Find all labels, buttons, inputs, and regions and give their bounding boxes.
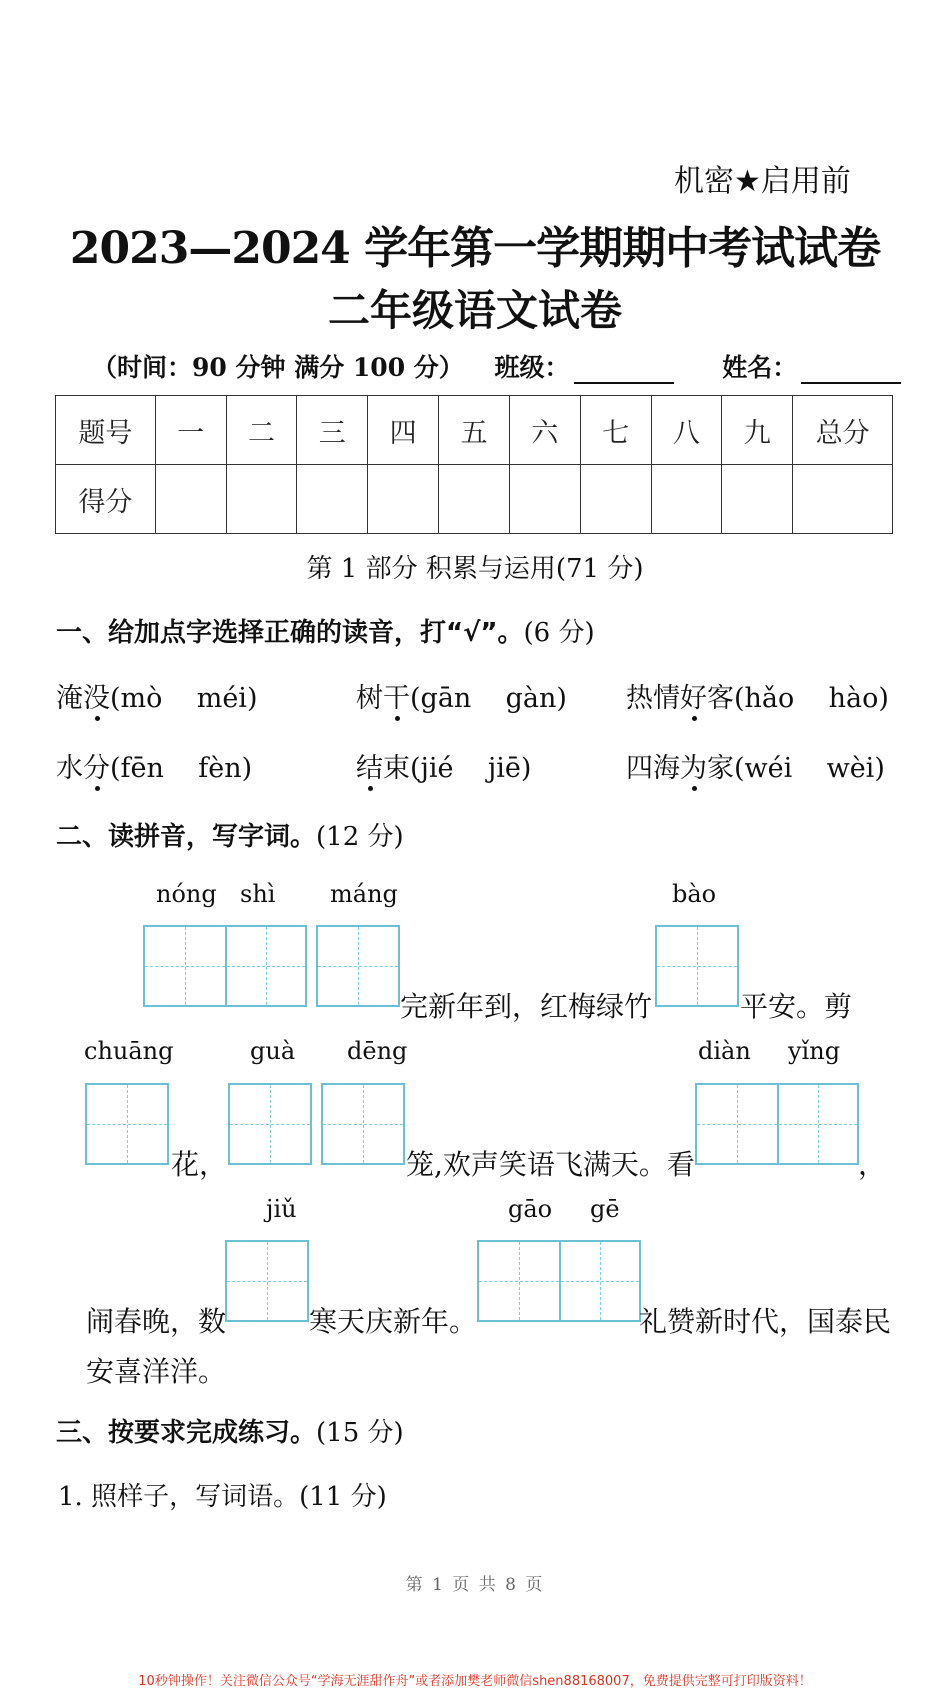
writing-box[interactable] <box>316 925 400 1007</box>
score-cell[interactable] <box>722 465 793 534</box>
writing-box[interactable] <box>695 1083 859 1165</box>
score-header-cell: 四 <box>368 396 439 465</box>
word-part: 家 <box>707 753 734 784</box>
pinyin-options[interactable]: (gān gàn) <box>410 683 567 714</box>
score-cell[interactable] <box>580 465 651 534</box>
pinyin-options[interactable]: (wéi wèi) <box>734 753 885 784</box>
pinyin-options[interactable]: (fēn fèn) <box>110 753 253 784</box>
score-cell[interactable] <box>509 465 580 534</box>
passage-text: ， <box>858 1148 887 1181</box>
word-part: 树 <box>356 683 383 714</box>
writing-box[interactable] <box>143 925 307 1007</box>
pinyin-label: dēng <box>347 1037 408 1065</box>
exam-title: 2023—2024 学年第一学期期中考试试卷 <box>69 223 881 274</box>
score-header-cell: 二 <box>226 396 297 465</box>
dotted-char: 为 <box>680 746 707 785</box>
score-header-cell: 三 <box>297 396 368 465</box>
writing-box[interactable] <box>655 925 739 1007</box>
q1-item <box>356 676 567 715</box>
score-header-cell: 九 <box>722 396 793 465</box>
q2-title: 二、读拼音，写字词。 <box>56 822 317 852</box>
pinyin-label: diàn <box>698 1037 751 1065</box>
q1-heading <box>56 612 595 649</box>
q1-item <box>56 746 252 785</box>
word-part: 淹 <box>56 683 83 714</box>
q1-item <box>56 676 257 715</box>
word-part: 水 <box>56 753 83 784</box>
score-header-row <box>56 396 893 465</box>
q2-points: (12 分) <box>316 822 404 852</box>
q1-item <box>626 676 889 715</box>
writing-box[interactable] <box>228 1083 312 1165</box>
score-cell[interactable] <box>155 465 226 534</box>
dotted-char: 分 <box>83 746 110 785</box>
confidential-mark: 机密★启用前 <box>674 164 851 199</box>
passage-text: 礼赞新时代，国泰民 <box>639 1305 892 1338</box>
promo-banner: 10秒钟操作！关注微信公众号“学海无涯甜作舟”或者添加樊老师微信shen88168007，免费提供完整可打印版资料！ <box>138 1674 812 1689</box>
pinyin-label: chuāng <box>84 1037 174 1065</box>
pinyin-label: máng <box>330 880 398 908</box>
writing-box[interactable] <box>477 1240 641 1322</box>
time-info: （时间：90 分钟 满分 100 分） <box>92 353 464 382</box>
score-header-cell: 八 <box>651 396 722 465</box>
passage-text: 闹春晚，数 <box>86 1305 227 1338</box>
score-row-label: 得分 <box>56 465 156 534</box>
q2-heading <box>56 816 404 853</box>
dotted-char: 好 <box>680 676 707 715</box>
score-cell[interactable] <box>368 465 439 534</box>
score-value-row <box>56 465 893 534</box>
class-label: 班级： <box>494 353 570 382</box>
score-header-cell: 总分 <box>793 396 893 465</box>
score-cell[interactable] <box>226 465 297 534</box>
pinyin-label: guà <box>250 1037 296 1065</box>
q1-points: (6 分) <box>523 618 595 648</box>
passage-text: 花， <box>171 1148 228 1181</box>
score-cell[interactable] <box>793 465 893 534</box>
q1-title: 一、给加点字选择正确的读音，打“√”。 <box>56 618 524 648</box>
exam-info-line <box>92 348 901 384</box>
dotted-char: 干 <box>383 676 410 715</box>
score-header-cell: 题号 <box>56 396 156 465</box>
score-header-cell: 一 <box>155 396 226 465</box>
pinyin-label: nóng <box>156 880 217 908</box>
pinyin-options[interactable]: (mò méi) <box>110 683 258 714</box>
page-number: 第 1 页 共 8 页 <box>405 1575 545 1595</box>
writing-box[interactable] <box>85 1083 169 1165</box>
word-part: 四海 <box>626 753 680 784</box>
q1-item <box>356 746 531 785</box>
passage-text: 寒天庆新年。 <box>309 1305 478 1338</box>
passage-text: 完新年到，红梅绿竹 <box>400 990 653 1023</box>
pinyin-label: yǐng <box>788 1037 841 1065</box>
score-header-cell: 七 <box>580 396 651 465</box>
passage-text: 笼,欢声笑语飞满天。看 <box>406 1148 695 1181</box>
writing-box[interactable] <box>225 1240 309 1322</box>
q3-points: (15 分) <box>316 1418 404 1448</box>
name-blank[interactable] <box>801 356 901 384</box>
pinyin-options[interactable]: (hǎo hào) <box>734 683 889 714</box>
q3-heading <box>56 1412 404 1449</box>
class-blank[interactable] <box>574 356 674 384</box>
score-cell[interactable] <box>297 465 368 534</box>
part-heading: 第 1 部分 积累与运用(71 分) <box>306 554 644 584</box>
word-part: 客 <box>707 683 734 714</box>
pinyin-label: gāo <box>508 1195 553 1223</box>
word-part: 束 <box>383 753 410 784</box>
pinyin-label: gē <box>590 1195 620 1223</box>
writing-box[interactable] <box>321 1083 405 1165</box>
pinyin-options[interactable]: (jié jiē) <box>410 753 532 784</box>
pinyin-label: jiǔ <box>266 1195 297 1223</box>
score-cell[interactable] <box>651 465 722 534</box>
dotted-char: 没 <box>83 676 110 715</box>
word-part: 热情 <box>626 683 680 714</box>
score-header-cell: 六 <box>509 396 580 465</box>
name-label: 姓名： <box>722 353 798 382</box>
score-cell[interactable] <box>439 465 510 534</box>
score-header-cell: 五 <box>439 396 510 465</box>
q3-subquestion: 1. 照样子，写词语。(11 分) <box>58 1482 387 1512</box>
passage-text: 平安。剪 <box>740 990 853 1023</box>
passage-text: 安喜洋洋。 <box>86 1355 227 1388</box>
pinyin-label: shì <box>240 880 276 908</box>
dotted-char: 结 <box>356 746 383 785</box>
pinyin-label: bào <box>672 880 717 908</box>
exam-subtitle: 二年级语文试卷 <box>327 286 622 335</box>
score-table <box>55 395 893 534</box>
q3-title: 三、按要求完成练习。 <box>56 1418 317 1448</box>
q1-item <box>626 746 885 785</box>
